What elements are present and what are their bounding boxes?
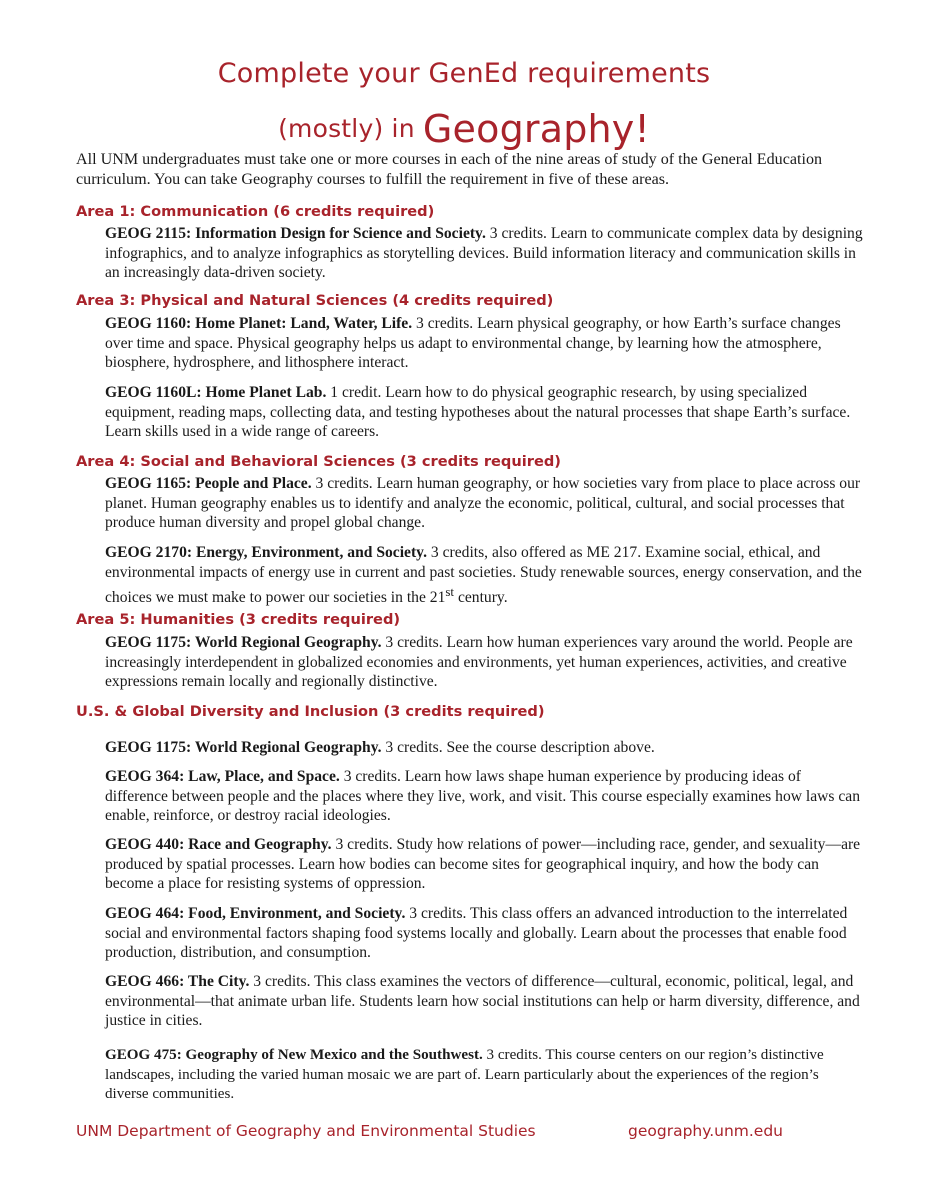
area-heading-diversity: U.S. & Global Diversity and Inclusion (3 credits required) [76, 703, 545, 720]
course-title: GEOG 475: Geography of New Mexico and the Southwest. [105, 1047, 483, 1063]
course-description: 3 credits. Learn to communicate complex data by designing infographics, and to analyze infographics as storytelling devices. Build information literacy and communication skills in an increasingly data-driven society. [105, 225, 863, 281]
course-description: 3 credits. This course centers on our region’s distinctive landscapes, including the varied human mosaic we are part of. Learn particularly about the experiences of the region’s diverse communities. [105, 1047, 824, 1102]
page-title-line-2 [0, 102, 928, 151]
area-heading-social-sciences: Area 4: Social and Behavioral Sciences (3 credits required) [76, 453, 561, 470]
page-title-line-1: Complete your GenEd requirements [217, 58, 711, 89]
course-description: 3 credits. This class examines the vectors of difference—cultural, economic, political, legal, and environmental—that animate urban life. Students learn how social institutions can help or harm diversity, difference, and justice in cities. [105, 973, 860, 1029]
course-description: 1 credit. Learn how to do physical geographic research, by using specialized equipment, reading maps, collecting data, and testing hypotheses about the natural processes that shape Earth’s surface. Learn skills used in a wide range of careers. [105, 384, 851, 440]
course-description: 3 credits. Learn human geography, or how societies vary from place to place across our planet. Human geography enables us to identify and analyze the economic, political, cultural, and social processes that produce human diversity and propel global change. [105, 475, 861, 531]
ordinal-suffix: st [445, 584, 455, 599]
course-geog-1165 [105, 474, 865, 533]
course-geog-364 [105, 767, 865, 826]
course-description: 3 credits. Learn how laws shape human experience by producing ideas of difference between people and the places where they live, work, and visit. This course especially examines how laws can enable, reinforce, or destroy racial ideologies. [105, 768, 861, 824]
course-title: GEOG 1165: People and Place. [105, 475, 312, 492]
course-description: 3 credits, also offered as ME 217. Examine social, ethical, and environmental impacts of energy use in current and past societies. Study renewable sources, energy conservation, and the choices we must make to power our societies in the 21 [105, 544, 862, 607]
course-geog-2170 [105, 543, 865, 608]
area-heading-communication: Area 1: Communication (6 credits required) [76, 203, 435, 220]
course-title: GEOG 1175: World Regional Geography. [105, 634, 382, 651]
course-description: 3 credits. This class offers an advanced introduction to the interrelated social and environmental factors shaping food systems locally and globally. Learn about the processes that enable food production, distribution, and consumption. [105, 905, 848, 961]
area-heading-sciences: Area 3: Physical and Natural Sciences (4 credits required) [76, 292, 554, 309]
course-description-end: century. [454, 589, 508, 607]
course-geog-1175 [105, 633, 865, 692]
course-geog-475 [105, 1046, 865, 1105]
course-geog-466 [105, 972, 865, 1031]
page-title-emphasis: Geography! [422, 107, 650, 151]
course-geog-1160 [105, 314, 865, 373]
course-description: 3 credits. Learn how human experiences vary around the world. People are increasingly interdependent in globalized economies and environments, yet human experiences, activities, and creative expressions remain locally and regionally distinctive. [105, 634, 853, 690]
course-description: 3 credits. Study how relations of power—including race, gender, and sexuality—are produced by spatial processes. Learn how bodies can become sites for geographical inquiry, and how the body can become a place for resisting systems of oppression. [105, 836, 861, 892]
page-title-prefix: (mostly) in [278, 114, 423, 143]
course-title: GEOG 440: Race and Geography. [105, 836, 332, 853]
course-geog-1160l [105, 383, 865, 442]
course-description: 3 credits. Learn physical geography, or how Earth’s surface changes over time and space. Physical geography helps us adapt to environmental change, by learning how the atmosphere, biosphere, hydrosphere, and lithosphere interact. [105, 315, 841, 371]
course-description: 3 credits. See the course description above. [381, 739, 655, 756]
area-heading-humanities: Area 5: Humanities (3 credits required) [76, 611, 401, 628]
course-title: GEOG 2170: Energy, Environment, and Society. [105, 544, 428, 561]
course-title: GEOG 2115: Information Design for Science and Society. [105, 225, 486, 242]
footer-department: UNM Department of Geography and Environmental Studies [76, 1122, 536, 1140]
course-geog-464 [105, 904, 865, 963]
footer-url[interactable]: geography.unm.edu [628, 1122, 783, 1140]
course-geog-1175-repeat [105, 738, 865, 758]
intro-paragraph: All UNM undergraduates must take one or more courses in each of the nine areas of study of the General Education curriculum. You can take Geography courses to fulfill the requirement in five of these areas. [76, 151, 823, 188]
course-title: GEOG 1175: World Regional Geography. [105, 739, 382, 756]
course-title: GEOG 364: Law, Place, and Space. [105, 768, 340, 785]
course-title: GEOG 464: Food, Environment, and Society. [105, 905, 406, 922]
course-title: GEOG 466: The City. [105, 973, 250, 990]
course-geog-440 [105, 835, 865, 894]
course-geog-2115 [105, 224, 865, 283]
course-title: GEOG 1160: Home Planet: Land, Water, Life. [105, 315, 413, 332]
course-title: GEOG 1160L: Home Planet Lab. [105, 384, 327, 401]
